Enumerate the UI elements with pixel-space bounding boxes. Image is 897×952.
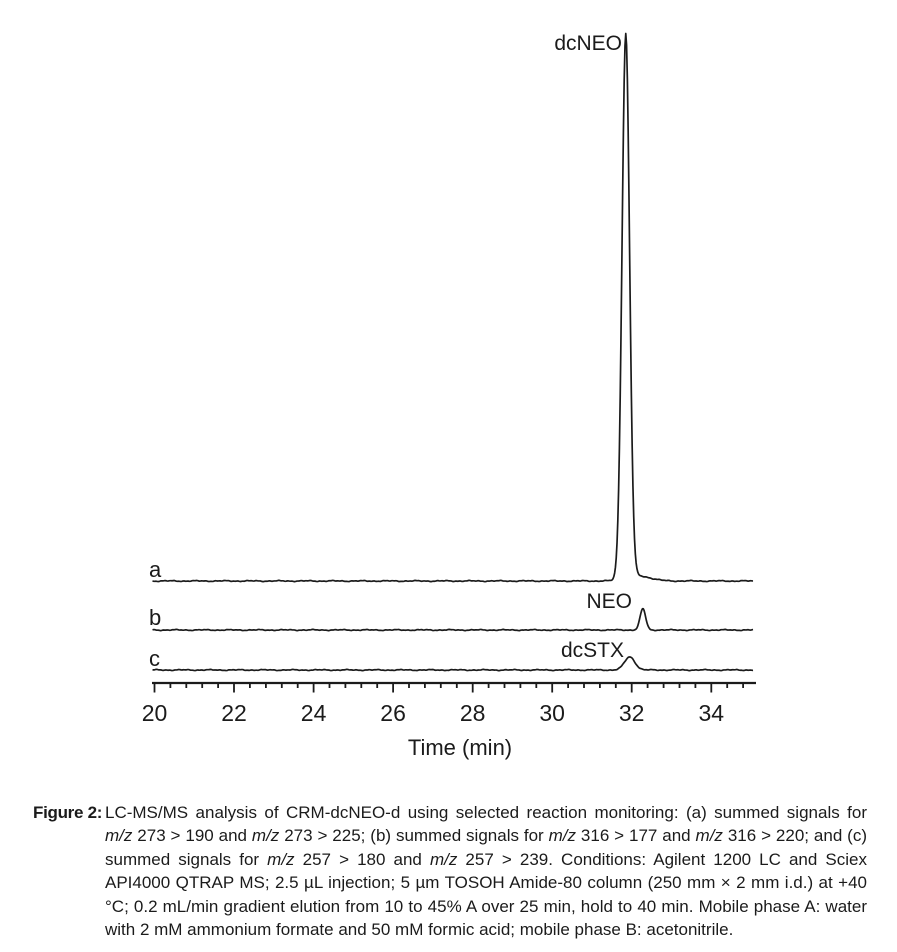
- caption-mz-italic: m/z: [251, 826, 280, 846]
- figure-caption-text: [105, 801, 867, 941]
- caption-mz-italic: m/z: [105, 826, 133, 846]
- x-tick-label-24: 24: [300, 700, 327, 726]
- x-tick-label-30: 30: [539, 700, 565, 726]
- caption-text-segment: 316 > 220; and (c) summed signals for: [105, 826, 868, 869]
- x-axis-title: Time (min): [407, 735, 513, 760]
- x-tick-label-34: 34: [698, 700, 725, 726]
- caption-mz-italic: m/z: [429, 849, 458, 869]
- caption-text-segment: LC-MS/MS analysis of CRM-dcNEO-d using selected reaction monitoring: (a) summed signals for: [105, 803, 867, 822]
- trace-label-b: b: [149, 605, 162, 630]
- caption-mz-italic: m/z: [548, 826, 577, 846]
- trace-label-c: c: [149, 646, 160, 671]
- peak-label-dcNEO: dcNEO: [554, 32, 622, 55]
- x-tick-label-20: 20: [141, 700, 168, 726]
- peak-label-dcSTX: dcSTX: [560, 639, 624, 662]
- caption-mz-italic: m/z: [267, 849, 295, 869]
- x-tick-label-32: 32: [618, 700, 645, 726]
- x-tick-label-26: 26: [380, 700, 406, 726]
- figure-caption: [33, 801, 867, 941]
- trace-c-line: [153, 657, 754, 671]
- trace-b-line: [153, 609, 754, 631]
- caption-text-segment: 257 > 239. Conditions: Agilent 1200 LC and Sciex API4000 QTRAP MS; 2.5 µL injection; 5 µm TOSOH Amide-80 column (250 mm × 2 mm i.d.) at +40 °C; 0.2 mL/min gradient elution from 10 to 45% A over 25 min, hold to 40 min. Mobile phase A: water with 2 mM ammonium formate and 50 mM formic acid; mobile phase B: acetonitrile.: [105, 849, 867, 940]
- caption-mz-italic: m/z: [695, 826, 723, 846]
- plot-labels: [149, 32, 632, 671]
- caption-text-segment: 273 > 190 and: [132, 826, 252, 846]
- peak-label-NEO: NEO: [586, 590, 632, 613]
- x-tick-label-28: 28: [459, 700, 486, 726]
- x-axis: [142, 683, 756, 726]
- caption-text-segment: 273 > 225; (b) summed signals for: [279, 826, 549, 846]
- trace-a-line: [153, 34, 754, 582]
- caption-text-segment: 257 > 180 and: [294, 849, 430, 869]
- figure-caption-label: Figure 2:: [33, 803, 103, 822]
- trace-lines: [153, 34, 754, 671]
- trace-label-a: a: [149, 557, 162, 582]
- caption-text-segment: 316 > 177 and: [576, 826, 696, 846]
- x-tick-label-22: 22: [221, 700, 247, 726]
